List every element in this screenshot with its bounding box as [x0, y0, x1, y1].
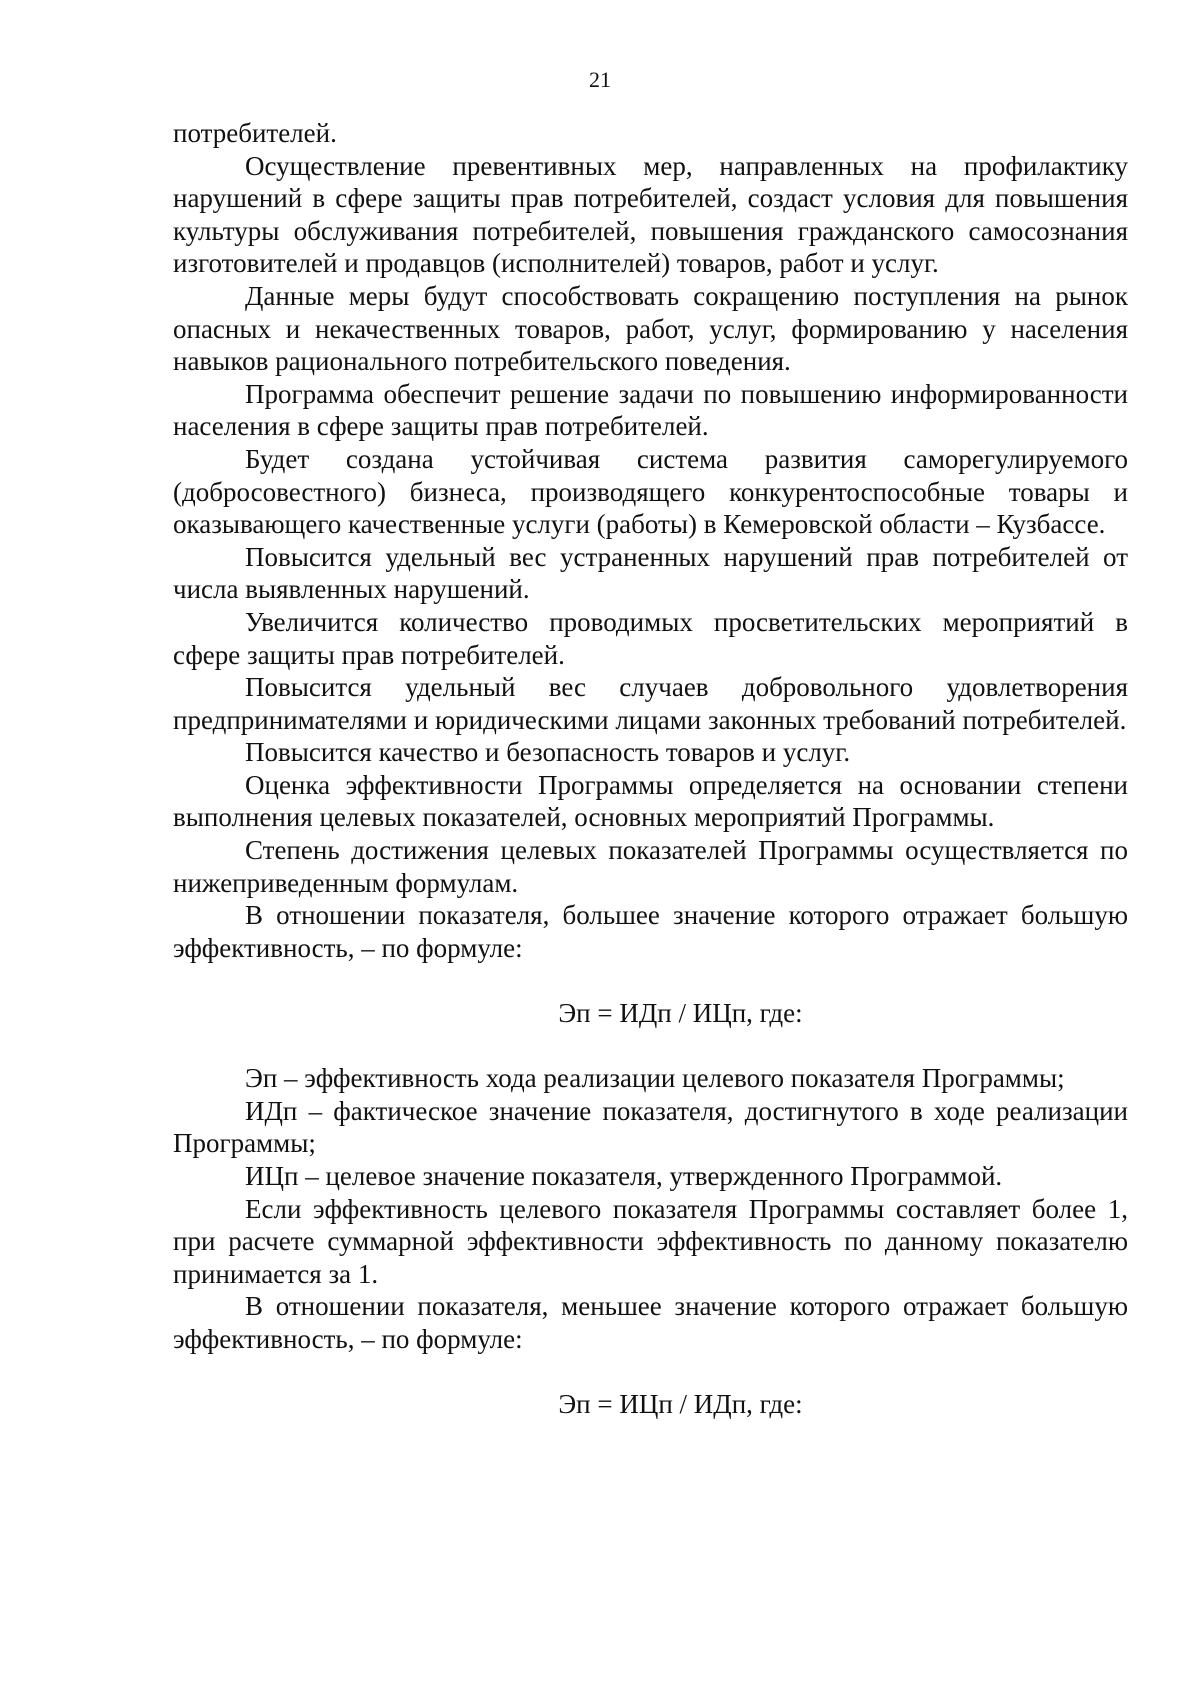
- paragraph: Данные меры будут способствовать сокращению поступления на рынок опасных и некачественных товаров, работ, услуг, формированию у населения навыков рационального потребительского поведения.: [173, 280, 1128, 377]
- paragraph: Если эффективность целевого показателя Программы составляет более 1, при расчете суммарной эффективности эффективность по данному показателю принимается за 1.: [173, 1193, 1128, 1289]
- definition: Эп – эффективность хода реализации целевого показателя Программы;: [245, 1063, 1065, 1094]
- paragraph: В отношении показателя, большее значение которого отражает большую эффективность, – по формуле:: [173, 900, 1128, 963]
- paragraph: Повысится качество и безопасность товаров и услуг.: [245, 737, 851, 768]
- definition: ИДп – фактическое значение показателя, достигнутого в ходе реализации Программы;: [173, 1095, 1128, 1159]
- paragraph: Увеличится количество проводимых просветительских мероприятий в сфере защиты прав потребителей.: [173, 606, 1128, 670]
- paragraph: Повысится удельный вес устраненных нарушений прав потребителей от числа выявленных нарушений.: [173, 541, 1128, 605]
- paragraph: Повысится удельный вес случаев добровольного удовлетворения предпринимателями и юридическими лицами законных требований потребителей.: [173, 672, 1128, 735]
- paragraph-continuation: потребителей.: [173, 118, 337, 148]
- paragraph: Будет создана устойчивая система развития саморегулируемого (добросовестного) бизнеса, производящего конкурентоспособные товары и оказывающего качественные услуги (работы) в Кемеровской области – Кузбассе.: [173, 443, 1128, 540]
- paragraph: Степень достижения целевых показателей Программы осуществляется по нижеприведенным формулам.: [173, 835, 1128, 898]
- formula: Эп = ИДп / ИЦп, где:: [558, 998, 803, 1029]
- paragraph: Программа обеспечит решение задачи по повышению информированности населения в сфере защиты прав потребителей.: [173, 378, 1128, 442]
- paragraph: В отношении показателя, меньшее значение которого отражает большую эффективность, – по формуле:: [173, 1291, 1128, 1354]
- paragraph: Оценка эффективности Программы определяется на основании степени выполнения целевых показателей, основных мероприятий Программы.: [173, 769, 1128, 833]
- document-body: [173, 117, 1128, 1453]
- definition: ИЦп – целевое значение показателя, утвержденного Программой.: [245, 1161, 1003, 1191]
- page-number: 21: [589, 67, 611, 92]
- formula: Эп = ИЦп / ИДп, где:: [558, 1389, 803, 1420]
- paragraph: Осуществление превентивных мер, направленных на профилактику нарушений в сфере защиты прав потребителей, создаст условия для повышения культуры обслуживания потребителей, повышения гражданского самосознания изготовителей и продавцов (исполнителей) товаров, работ и услуг.: [173, 150, 1128, 279]
